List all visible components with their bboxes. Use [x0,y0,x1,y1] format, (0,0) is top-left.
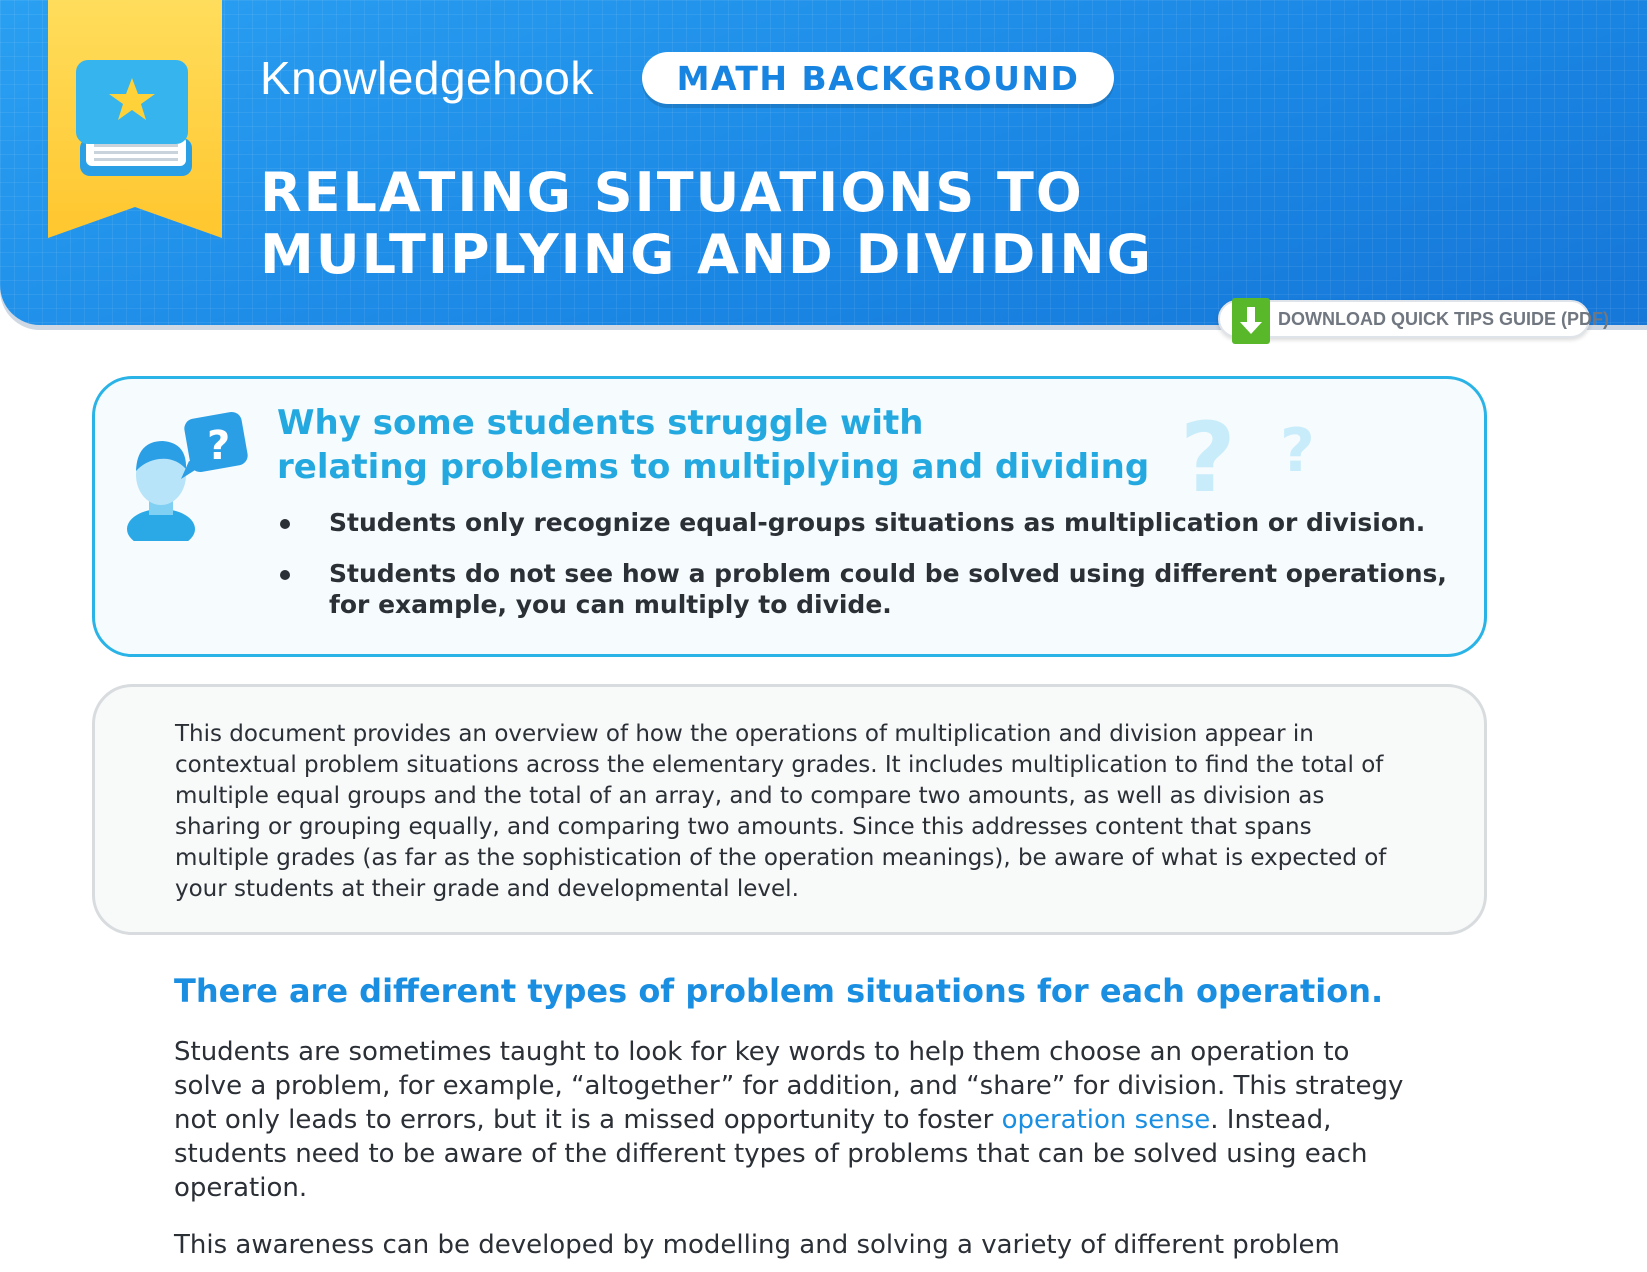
list-item: Students only recognize equal-groups situations as multiplication or division. [277,507,1457,538]
download-arrow-icon [1232,298,1270,344]
category-tag: MATH BACKGROUND [642,52,1114,104]
overview-text: This document provides an overview of how the operations of multiplication and division appear in contextual problem situations across the elementary grades. It includes multiplication to find the total of multiple equal groups and the total of an array, and to compare two amounts, as well as division as sharing or grouping equally, and comparing two amounts. Since this addresses content that spans multiple grades (as far as the sophistication of the operation meanings), be aware of what is expected of your students at their grade and developmental level. [175,721,1387,902]
struggle-heading-line-2: relating problems to multiplying and dividing [277,447,1150,487]
download-label: DOWNLOAD QUICK TIPS GUIDE (PDF) [1278,309,1609,329]
svg-text:?: ? [207,423,231,469]
overview-box [92,684,1487,935]
page-title-line-1: RELATING SITUATIONS TO [260,161,1084,224]
download-quick-tips-button[interactable] [1218,300,1609,338]
para1-text-before: Students are sometimes taught to look for key words to help them choose an operation to solve a problem, for example, “altogether” for addition, and “share” for division. This strategy not only leads to errors, but it is a missed opportunity to foster [174,1037,1404,1135]
question-marks-icon [1180,409,1340,499]
book-star-icon [76,60,196,182]
page-title-line-2: MULTIPLYING AND DIVIDING [260,223,1153,286]
section-heading: There are different types of problem situations for each operation. [174,972,1384,1010]
brand-logo: Knowledgehook [260,52,594,104]
operation-sense-link[interactable]: operation sense [1001,1105,1211,1135]
body-paragraph-2: This awareness can be developed by modelling and solving a variety of different problem [174,1230,1340,1260]
page-title [260,162,1153,286]
student-question-icon [123,411,253,541]
list-item: Students do not see how a problem could be solved using different operations, for example, you can multiply to divide. [277,558,1457,620]
body-paragraph-1 [174,1035,1404,1205]
struggle-heading [277,401,1149,489]
struggle-callout [92,376,1487,657]
struggle-heading-line-1: Why some students struggle with [277,403,924,443]
struggle-bullet-list [277,507,1457,640]
header-banner [0,0,1647,325]
svg-text:?: ? [1180,409,1236,499]
para1-text-after: . Instead, students need to be aware of the different types of problems that can be solved using each operation. [174,1105,1368,1203]
svg-text:?: ? [1280,416,1315,486]
